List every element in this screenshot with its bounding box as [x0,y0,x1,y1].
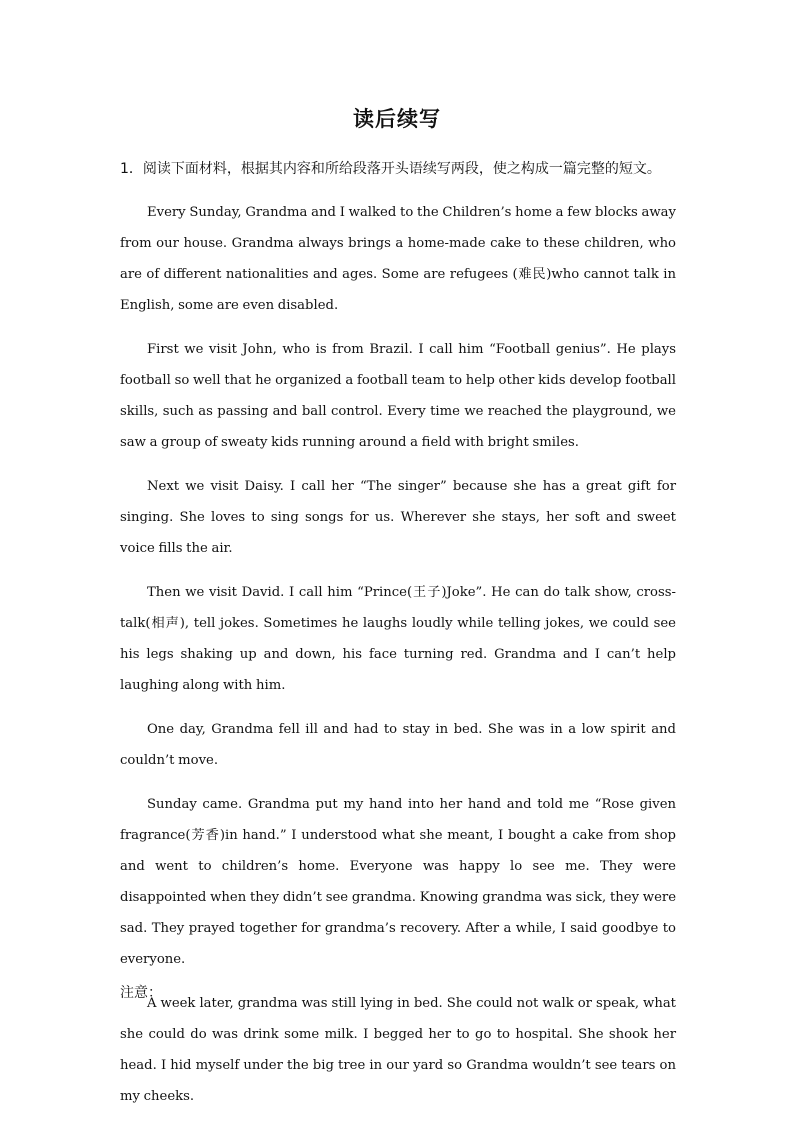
paragraph-6: Sunday came. Grandma put my hand into her hand and told me “Rose given fragrance(芳香)in hand.” I understood what she meant, I bought a cake from shop and went to children’s home. Everyone was happy lo see me. They were disappointed when they didn’t see grandma. Knowing grandma was sick, they were sad. They prayed together for grandma’s recovery. After a while, I said goodbye to everyone. [120,797,676,967]
story-text [120,197,676,1125]
note-label: 注意： [120,985,162,1001]
page-title: 读后续写 [353,107,441,131]
paragraph-5: One day, Grandma fell ill and had to stay in bed. She was in a low spirit and couldn’t move. [120,722,676,768]
question-instruction: 1．阅读下面材料，根据其内容和所给段落开头语续写两段，使之构成一篇完整的短文。 [120,161,661,177]
paragraph-1: Every Sunday, Grandma and I walked to the Children’s home a few blocks away from our house. Grandma always brings a home-made cake to these children, who are of different nationalities and ages. Some are refugees (难民)who cannot talk in English, some are even disabled. [120,205,676,313]
paragraph-4: Then we visit David. I call him “Prince(王子)Joke”. He can do talk show, cross-talk(相声), tell jokes. Sometimes he laughs loudly while telling jokes, we could see his legs shaking up and down, his face turning red. Grandma and I can’t help laughing along with him. [120,585,676,693]
paragraph-7: A week later, grandma was still lying in bed. She could not walk or speak, what she could do was drink some milk. I begged her to go to hospital. She shook her head. I hid myself under the big tree in our yard so Grandma wouldn’t see tears on my cheeks. [120,996,676,1104]
paragraph-2: First we visit John, who is from Brazil. I call him “Football genius”. He plays football so well that he organized a football team to help other kids develop football skills, such as passing and ball control. Every time we reached the playground, we saw a group of sweaty kids running around a field with bright smiles. [120,342,676,450]
paragraph-3: Next we visit Daisy. I call her “The singer” because she has a great gift for singing. She loves to sing songs for us. Wherever she stays, her soft and sweet voice fills the air. [120,479,676,556]
